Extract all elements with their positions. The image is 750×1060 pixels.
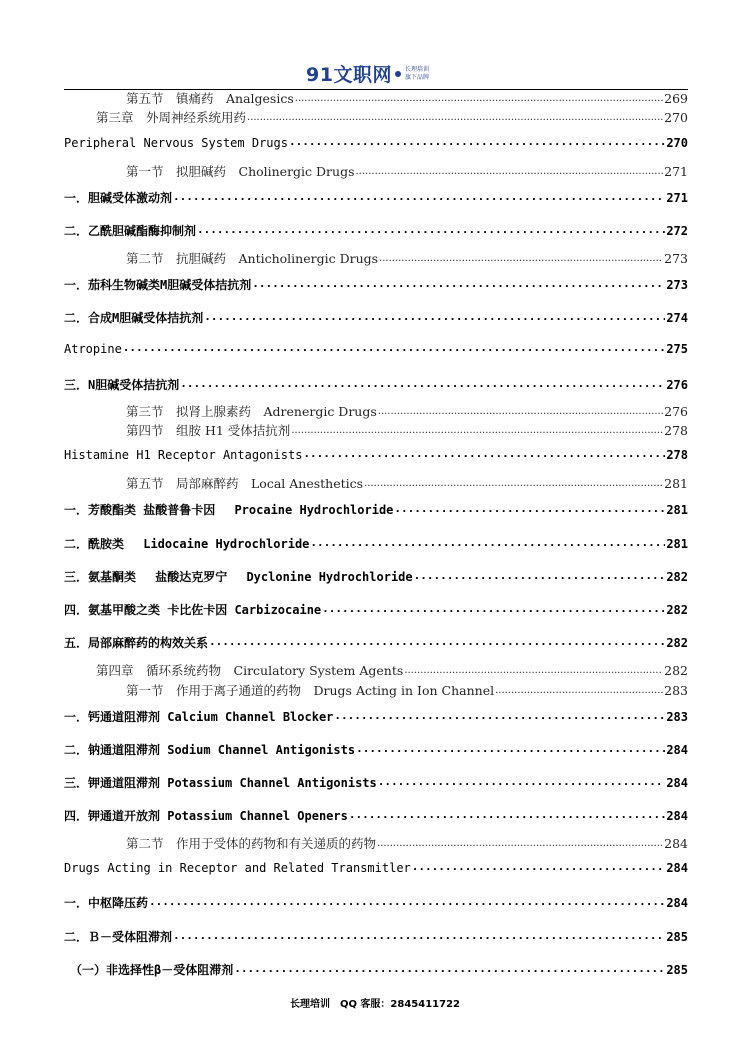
- toc-leader-dots: [123, 341, 666, 354]
- toc-entry[interactable]: [126, 421, 688, 439]
- toc-leader-dots: [412, 860, 666, 873]
- toc-entry[interactable]: [64, 894, 688, 911]
- toc-entry[interactable]: [126, 89, 688, 107]
- toc-entry-page: 273: [666, 278, 688, 292]
- toc-entry-label: 一．茄科生物碱类M胆碱受体拮抗剂: [64, 278, 252, 292]
- toc-entry-label: 第二节 作用于受体的药物和有关递质的药物: [126, 836, 377, 851]
- toc-entry[interactable]: [64, 376, 688, 393]
- toc-leader-dots: [379, 253, 663, 264]
- toc-entry[interactable]: [64, 634, 688, 651]
- toc-entry-label: 二．乙酰胆碱酯酶抑制剂: [64, 224, 197, 238]
- toc-leader-dots: [173, 929, 665, 942]
- toc-entry[interactable]: [64, 309, 688, 326]
- toc-entry[interactable]: [64, 535, 688, 552]
- toc-entry-label: 四．钾通道开放剂 Potassium Channel Openers: [64, 809, 348, 823]
- toc-entry[interactable]: [64, 708, 688, 725]
- toc-entry-label: 二．酰胺类 Lidocaine Hydrochloride: [64, 537, 310, 551]
- toc-leader-dots: [349, 808, 665, 821]
- toc-entry-page: 284: [666, 743, 688, 757]
- toc-entry-page: 284: [666, 776, 688, 790]
- toc-entry[interactable]: [126, 834, 688, 852]
- toc-leader-dots: [252, 277, 665, 290]
- toc-entry-label: Drugs Acting in Receptor and Related Transmitler: [64, 861, 411, 875]
- toc-entry-page: 273: [664, 251, 688, 266]
- toc-leader-dots: [322, 602, 665, 615]
- toc-entry[interactable]: [64, 136, 688, 150]
- toc-entry-page: 283: [666, 710, 688, 724]
- toc-leader-dots: [303, 447, 665, 460]
- toc-leader-dots: [234, 962, 665, 975]
- toc-leader-dots: [364, 478, 663, 489]
- toc-entry-page: 271: [666, 191, 688, 205]
- toc-entry-label: Peripheral Nervous System Drugs: [64, 136, 288, 150]
- toc-entry-page: 272: [666, 224, 688, 238]
- toc-entry[interactable]: [64, 741, 688, 758]
- toc-entry-label: 一．钙通道阻滞剂 Calcium Channel Blocker: [64, 710, 334, 724]
- toc-leader-dots: [247, 112, 663, 123]
- toc-entry[interactable]: [64, 448, 688, 462]
- toc-entry-page: 270: [664, 110, 688, 125]
- toc-entry-label: 一．中枢降压药: [64, 896, 149, 910]
- toc-entry-page: 271: [664, 164, 688, 179]
- toc-entry-page: 269: [664, 91, 688, 106]
- toc-leader-dots: [197, 223, 665, 236]
- toc-entry-page: 283: [664, 683, 688, 698]
- toc-entry-label: 四．氨基甲酸之类 卡比佐卡因 Carbizocaine: [64, 603, 322, 617]
- toc-entry-label: （一）非选择性β－受体阻滞剂: [70, 963, 234, 977]
- toc-leader-dots: [310, 536, 665, 549]
- toc-entry-label: 二．合成M胆碱受体拮抗剂: [64, 311, 204, 325]
- toc-entry-page: 278: [664, 423, 688, 438]
- toc-entry-label: 第三章 外周神经系统用药: [96, 110, 247, 125]
- toc-entry[interactable]: [96, 661, 688, 679]
- toc-entry-label: Histamine H1 Receptor Antagonists: [64, 448, 303, 462]
- toc-leader-dots: [173, 190, 665, 203]
- toc-entry-page: 281: [666, 503, 688, 517]
- toc-entry-page: 284: [664, 836, 688, 851]
- toc-entry-label: 第一节 拟胆碱药 Cholinergic Drugs: [126, 164, 355, 179]
- toc-leader-dots: [378, 406, 663, 417]
- toc-entry-label: 第一节 作用于离子通道的药物 Drugs Acting in Ion Channel: [126, 683, 495, 698]
- toc-entry[interactable]: [64, 189, 688, 206]
- toc-entry-label: 二．钠通道阻滞剂 Sodium Channel Antigonists: [64, 743, 356, 757]
- toc-leader-dots: [495, 685, 663, 696]
- toc-entry[interactable]: [64, 861, 688, 875]
- toc-entry-page: 281: [666, 537, 688, 551]
- toc-entry-page: 282: [666, 603, 688, 617]
- toc-leader-dots: [209, 635, 665, 648]
- toc-entry[interactable]: [64, 222, 688, 239]
- toc-entry-page: 284: [666, 896, 688, 910]
- toc-leader-dots: [289, 135, 665, 148]
- toc-entry-label: 三．N胆碱受体拮抗剂: [64, 378, 180, 392]
- toc-leader-dots: [149, 895, 665, 908]
- toc-leader-dots: [356, 166, 664, 177]
- toc-entry-label: 一．胆碱受体激动剂: [64, 191, 173, 205]
- toc-entry[interactable]: [126, 474, 688, 492]
- toc-entry-page: 276: [666, 378, 688, 392]
- toc-entry[interactable]: [64, 501, 688, 518]
- toc-entry-page: 275: [666, 342, 688, 356]
- toc-leader-dots: [378, 775, 666, 788]
- toc-entry[interactable]: [64, 276, 688, 293]
- toc-entry[interactable]: [64, 774, 688, 791]
- toc-entry[interactable]: [64, 568, 688, 585]
- toc-entry-page: 270: [666, 136, 688, 150]
- toc-leader-dots: [204, 310, 665, 323]
- toc-entry[interactable]: [126, 402, 688, 420]
- toc-entry-label: 第四节 组胺 H1 受体拮抗剂: [126, 423, 291, 438]
- toc-entry-label: 一．芳酸酯类 盐酸普鲁卡因 Procaine Hydrochloride: [64, 503, 394, 517]
- toc-leader-dots: [295, 93, 663, 104]
- toc-leader-dots: [334, 709, 665, 722]
- toc-entry[interactable]: [96, 108, 688, 126]
- toc-leader-dots: [414, 569, 666, 582]
- toc-entry-label: 第五节 局部麻醉药 Local Anesthetics: [126, 476, 364, 491]
- logo-text: 91文职网: [306, 64, 392, 86]
- toc-leader-dots: [404, 665, 663, 676]
- toc-entry-page: 285: [666, 963, 688, 977]
- toc-entry-label: 第五节 镇痛药 Analgesics: [126, 91, 294, 106]
- toc-leader-dots: [291, 425, 663, 436]
- toc-entry-label: 第二节 抗胆碱药 Anticholinergic Drugs: [126, 251, 379, 266]
- toc-entry[interactable]: [126, 681, 688, 699]
- toc-leader-dots: [394, 502, 665, 515]
- toc-entry[interactable]: [64, 601, 688, 618]
- toc-entry-page: 276: [664, 404, 688, 419]
- toc-entry-page: 274: [666, 311, 688, 325]
- toc-entry-label: 三．氨基酮类 盐酸达克罗宁 Dyclonine Hydrochloride: [64, 570, 413, 584]
- toc-entry-label: 三．钾通道阻滞剂 Potassium Channel Antigonists: [64, 776, 377, 790]
- page-footer: 长理培训 QQ 客服：2845411722: [289, 999, 461, 1010]
- toc-entry-page: 282: [666, 570, 688, 584]
- toc-entry-page: 284: [666, 809, 688, 823]
- toc-entry-page: 284: [666, 861, 688, 875]
- toc-entry[interactable]: [64, 928, 688, 945]
- toc-entry-label: 五．局部麻醉药的构效关系: [64, 636, 209, 650]
- logo-tag-line1: 长理培训: [404, 65, 429, 73]
- toc-entry-page: 281: [664, 476, 688, 491]
- toc-entry-page: 282: [664, 663, 688, 678]
- toc-entry-page: 282: [666, 636, 688, 650]
- toc-leader-dots: [180, 377, 665, 390]
- toc-entry-page: 285: [666, 930, 688, 944]
- toc-entry-page: 278: [666, 448, 688, 462]
- toc-entry-label: 二．Ｂ－受体阻滞剂: [64, 930, 173, 944]
- toc-entry-label: Atropine: [64, 342, 122, 356]
- toc-entry[interactable]: [64, 807, 688, 824]
- toc-entry[interactable]: [126, 249, 688, 267]
- toc-entry[interactable]: [64, 342, 688, 356]
- toc-entry-label: 第四章 循环系统药物 Circulatory System Agents: [96, 663, 404, 678]
- toc-leader-dots: [356, 742, 665, 755]
- logo-tag-line2: 旗下品牌: [404, 73, 429, 81]
- toc-leader-dots: [377, 838, 663, 849]
- toc-entry-label: 第三节 拟肾上腺素药 Adrenergic Drugs: [126, 404, 377, 419]
- toc-entry[interactable]: [126, 162, 688, 180]
- toc-entry[interactable]: [70, 961, 688, 978]
